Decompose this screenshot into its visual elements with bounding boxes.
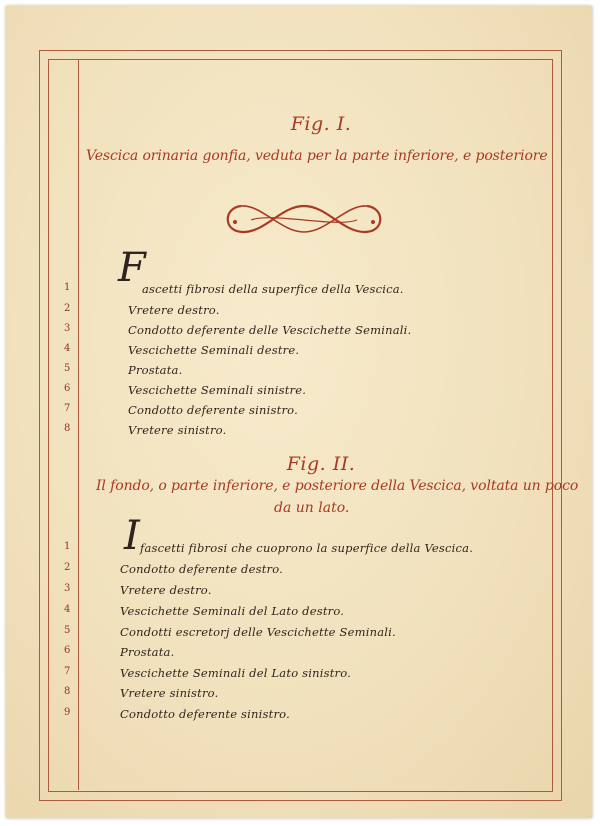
item-number: 2 [64, 303, 71, 314]
fig2-title: Fig. II. [286, 453, 356, 475]
item-number: 3 [64, 323, 71, 334]
list-item [6, 282, 566, 302]
fig1-subtitle: Vescica orinaria gonfia, veduta per la parte inferiore, e posteriore [86, 148, 548, 164]
item-number: 4 [64, 604, 71, 615]
list-item [6, 423, 566, 443]
item-text: Condotto deferente sinistro. [128, 403, 298, 417]
manuscript-page [6, 6, 592, 818]
item-number: 8 [64, 423, 71, 434]
calligraphic-flourish [221, 198, 387, 242]
item-text: Vescichette Seminali del Lato sinistro. [120, 666, 352, 680]
item-text: Prostata. [128, 363, 183, 377]
list-item [6, 666, 566, 686]
item-text: Vretere destro. [128, 303, 220, 317]
list-item [6, 303, 566, 323]
item-text: Vescichette Seminali sinistre. [128, 383, 307, 397]
item-number: 1 [64, 282, 71, 293]
list-item [6, 604, 566, 624]
item-number: 1 [64, 541, 71, 552]
list-item [6, 541, 566, 561]
item-number: 6 [64, 645, 71, 656]
list-item [6, 323, 566, 343]
item-text: Vretere destro. [120, 583, 212, 597]
item-number: 4 [64, 343, 71, 354]
item-text: ascetti fibrosi della superfice della Vescica. [142, 282, 404, 296]
item-text: Condotti escretorj delle Vescichette Seminali. [120, 625, 396, 639]
item-number: 7 [64, 666, 71, 677]
fig2-subtitle-line2: da un lato. [274, 500, 350, 516]
fig1-title: Fig. I. [290, 113, 352, 135]
item-number: 5 [64, 625, 71, 636]
list-item [6, 363, 566, 383]
item-text: Condotto deferente delle Vescichette Seminali. [128, 323, 412, 337]
item-number: 5 [64, 363, 71, 374]
item-number: 7 [64, 403, 71, 414]
fig2-drop-cap: I [124, 513, 140, 559]
item-text: Vescichette Seminali destre. [128, 343, 300, 357]
item-text: Vretere sinistro. [120, 686, 219, 700]
list-item [6, 625, 566, 645]
list-item [6, 645, 566, 665]
item-number: 6 [64, 383, 71, 394]
list-item [6, 707, 566, 727]
item-text: Condotto deferente sinistro. [120, 707, 290, 721]
fig2-subtitle-line1: Il fondo, o parte inferiore, e posteriore della Vescica, voltata un poco [96, 478, 579, 494]
list-item [6, 403, 566, 423]
item-number: 9 [64, 707, 71, 718]
item-number: 2 [64, 562, 71, 573]
item-text: Prostata. [120, 645, 175, 659]
list-item [6, 583, 566, 603]
list-item [6, 343, 566, 363]
item-text: Condotto deferente destro. [120, 562, 284, 576]
item-text: fascetti fibrosi che cuoprono la superfice della Vescica. [140, 541, 474, 555]
fig1-drop-cap: F [118, 245, 146, 291]
item-text: Vescichette Seminali del Lato destro. [120, 604, 345, 618]
item-number: 8 [64, 686, 71, 697]
list-item [6, 383, 566, 403]
list-item [6, 562, 566, 582]
item-number: 3 [64, 583, 71, 594]
item-text: Vretere sinistro. [128, 423, 227, 437]
list-item [6, 686, 566, 706]
